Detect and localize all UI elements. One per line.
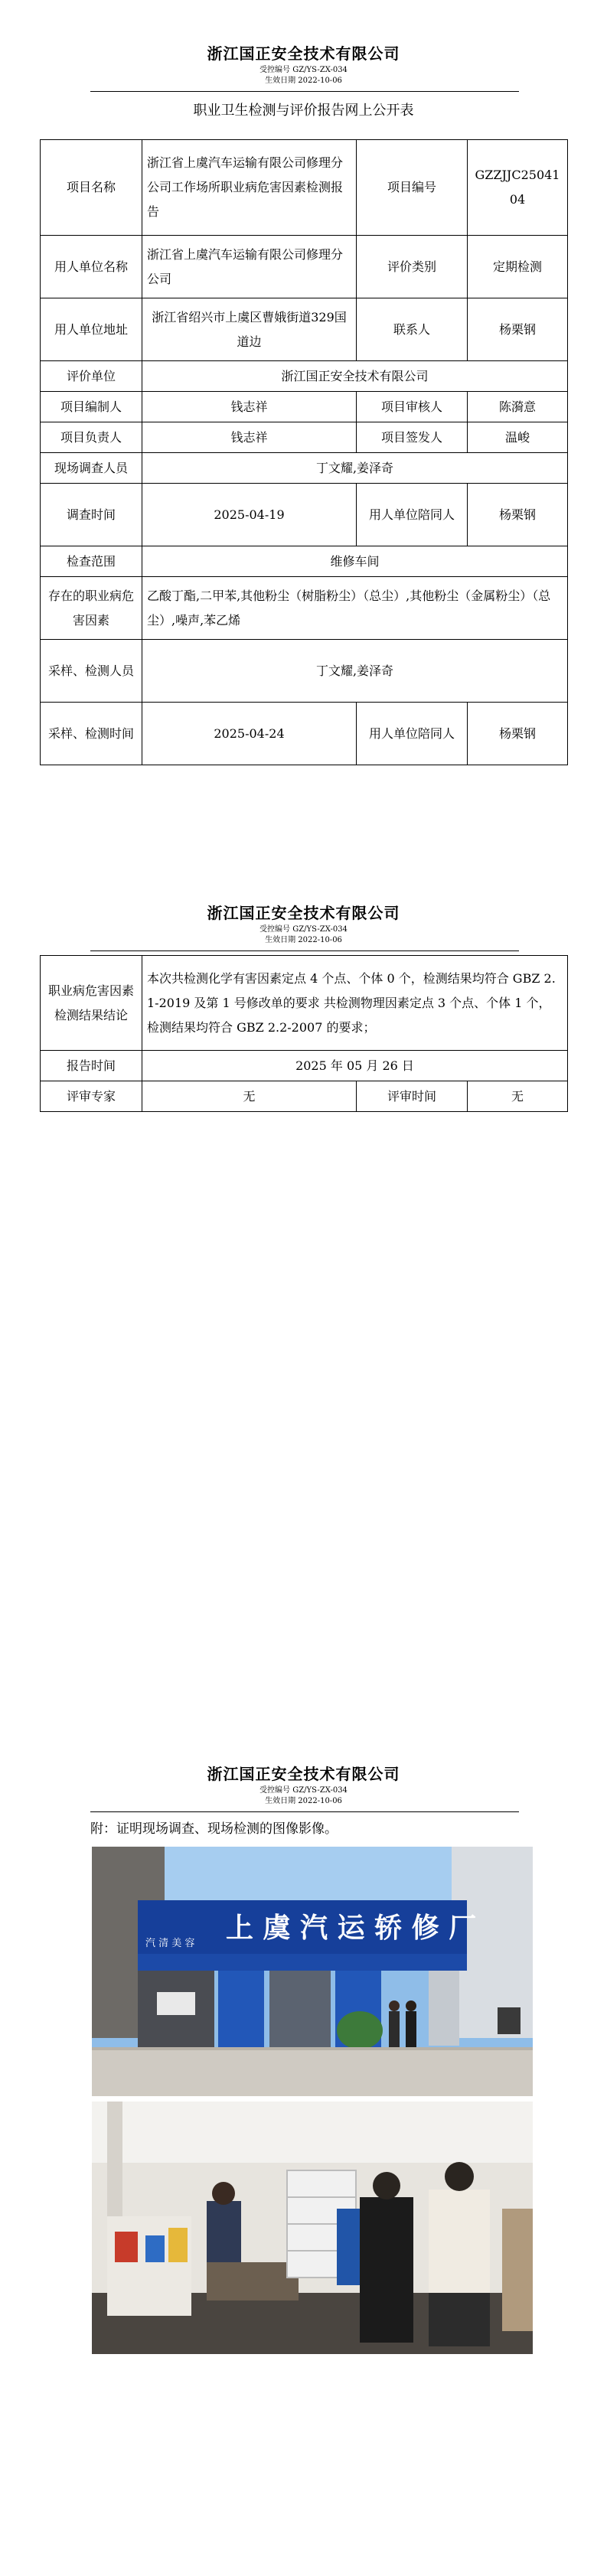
leader-label: 项目负责人 <box>41 422 142 453</box>
table-row <box>41 298 568 361</box>
sampling-time-label: 采样、检测时间 <box>41 703 142 765</box>
project-no-value: GZZJJC2504104 <box>468 140 568 236</box>
expert-value: 无 <box>142 1081 357 1112</box>
accompany2-label: 用人单位陪同人 <box>357 703 468 765</box>
compiler-value: 钱志祥 <box>142 392 357 422</box>
control-number: 受控编号 GZ/YS-ZX-034 <box>259 925 348 934</box>
review-time-label: 评审时间 <box>357 1081 468 1112</box>
company-name: 浙江国正安全技术有限公司 <box>207 44 400 63</box>
company-name: 浙江国正安全技术有限公司 <box>207 904 400 922</box>
expert-label: 评审专家 <box>41 1081 142 1112</box>
eval-unit-value: 浙江国正安全技术有限公司 <box>142 361 568 392</box>
table-row <box>41 640 568 703</box>
project-name-value: 浙江省上虞汽车运输有限公司修理分公司工作场所职业病危害因素检测报告 <box>142 140 357 236</box>
site-survey-photo <box>92 1847 533 2096</box>
project-name-label: 项目名称 <box>41 140 142 236</box>
sampling-staff-value: 丁文耀,姜泽奇 <box>142 640 568 703</box>
field-survey-label: 现场调查人员 <box>41 453 142 484</box>
issuer-label: 项目签发人 <box>357 422 468 453</box>
table-row <box>41 140 568 236</box>
field-survey-value: 丁文耀,姜泽奇 <box>142 453 568 484</box>
header-divider <box>90 91 519 92</box>
eval-type-value: 定期检测 <box>468 236 568 298</box>
sampling-staff-label: 采样、检测人员 <box>41 640 142 703</box>
accompany2-value: 杨栗钢 <box>468 703 568 765</box>
eval-unit-label: 评价单位 <box>41 361 142 392</box>
eval-type-label: 评价类别 <box>357 236 468 298</box>
shop-sign-subtext: 汽 清 美 容 <box>145 1938 195 1949</box>
leader-value: 钱志祥 <box>142 422 357 453</box>
company-name: 浙江国正安全技术有限公司 <box>207 1765 400 1783</box>
reviewer-value: 陈漪意 <box>468 392 568 422</box>
hazards-label: 存在的职业病危害因素 <box>41 577 142 640</box>
contact-value: 杨栗钢 <box>468 298 568 361</box>
scope-label: 检查范围 <box>41 546 142 577</box>
table-row <box>41 453 568 484</box>
effective-date: 生效日期 2022-10-06 <box>265 1797 342 1805</box>
compiler-label: 项目编制人 <box>41 392 142 422</box>
conclusion-label: 职业病危害因素检测结果结论 <box>41 956 142 1051</box>
appendix-note: 附：证明现场调查、现场检测的图像影像。 <box>90 1821 338 1837</box>
conclusion-value: 本次共检测化学有害因素定点 4 个点、个体 0 个，检测结果均符合 GBZ 2.1-2019 及第 1 号修改单的要求 共检测物理因素定点 3 个点、个体 1 个，检测结果均符合 GBZ 2.2-2007 的要求； <box>142 956 568 1051</box>
hazards-value: 乙酸丁酯,二甲苯,其他粉尘（树脂粉尘）（总尘）,其他粉尘（金属粉尘）（总尘）,噪声,苯乙烯 <box>142 577 568 640</box>
effective-date: 生效日期 2022-10-06 <box>265 936 342 944</box>
table-row <box>41 956 568 1051</box>
client-address-value: 浙江省绍兴市上虞区曹娥街道329国道边 <box>142 298 357 361</box>
table-row <box>41 1081 568 1112</box>
effective-date: 生效日期 2022-10-06 <box>265 77 342 85</box>
issuer-value: 温峻 <box>468 422 568 453</box>
table-row <box>41 703 568 765</box>
document-title: 职业卫生检测与评价报告网上公开表 <box>193 103 414 119</box>
scope-value: 维修车间 <box>142 546 568 577</box>
control-number: 受控编号 GZ/YS-ZX-034 <box>259 1786 348 1795</box>
report-time-label: 报告时间 <box>41 1051 142 1081</box>
accompany-label: 用人单位陪同人 <box>357 484 468 546</box>
table-row <box>41 577 568 640</box>
header-divider <box>90 1811 519 1812</box>
client-name-value: 浙江省上虞汽车运输有限公司修理分公司 <box>142 236 357 298</box>
table-row <box>41 392 568 422</box>
accompany-value: 杨栗钢 <box>468 484 568 546</box>
site-inspection-photo <box>92 2102 533 2354</box>
survey-time-label: 调查时间 <box>41 484 142 546</box>
table-row <box>41 1051 568 1081</box>
control-number: 受控编号 GZ/YS-ZX-034 <box>259 66 348 74</box>
table-row <box>41 361 568 392</box>
review-time-value: 无 <box>468 1081 568 1112</box>
shop-sign-text: 上 虞 汽 运 轿 修 厂 <box>226 1912 477 1944</box>
project-no-label: 项目编号 <box>357 140 468 236</box>
contact-label: 联系人 <box>357 298 468 361</box>
sampling-time-value: 2025-04-24 <box>142 703 357 765</box>
report-result-table <box>40 955 568 1112</box>
report-info-table <box>40 139 568 765</box>
reviewer-label: 项目审核人 <box>357 392 468 422</box>
table-row <box>41 236 568 298</box>
table-row <box>41 546 568 577</box>
survey-time-value: 2025-04-19 <box>142 484 357 546</box>
client-address-label: 用人单位地址 <box>41 298 142 361</box>
table-row <box>41 484 568 546</box>
client-name-label: 用人单位名称 <box>41 236 142 298</box>
report-time-value: 2025 年 05 月 26 日 <box>142 1051 568 1081</box>
table-row <box>41 422 568 453</box>
